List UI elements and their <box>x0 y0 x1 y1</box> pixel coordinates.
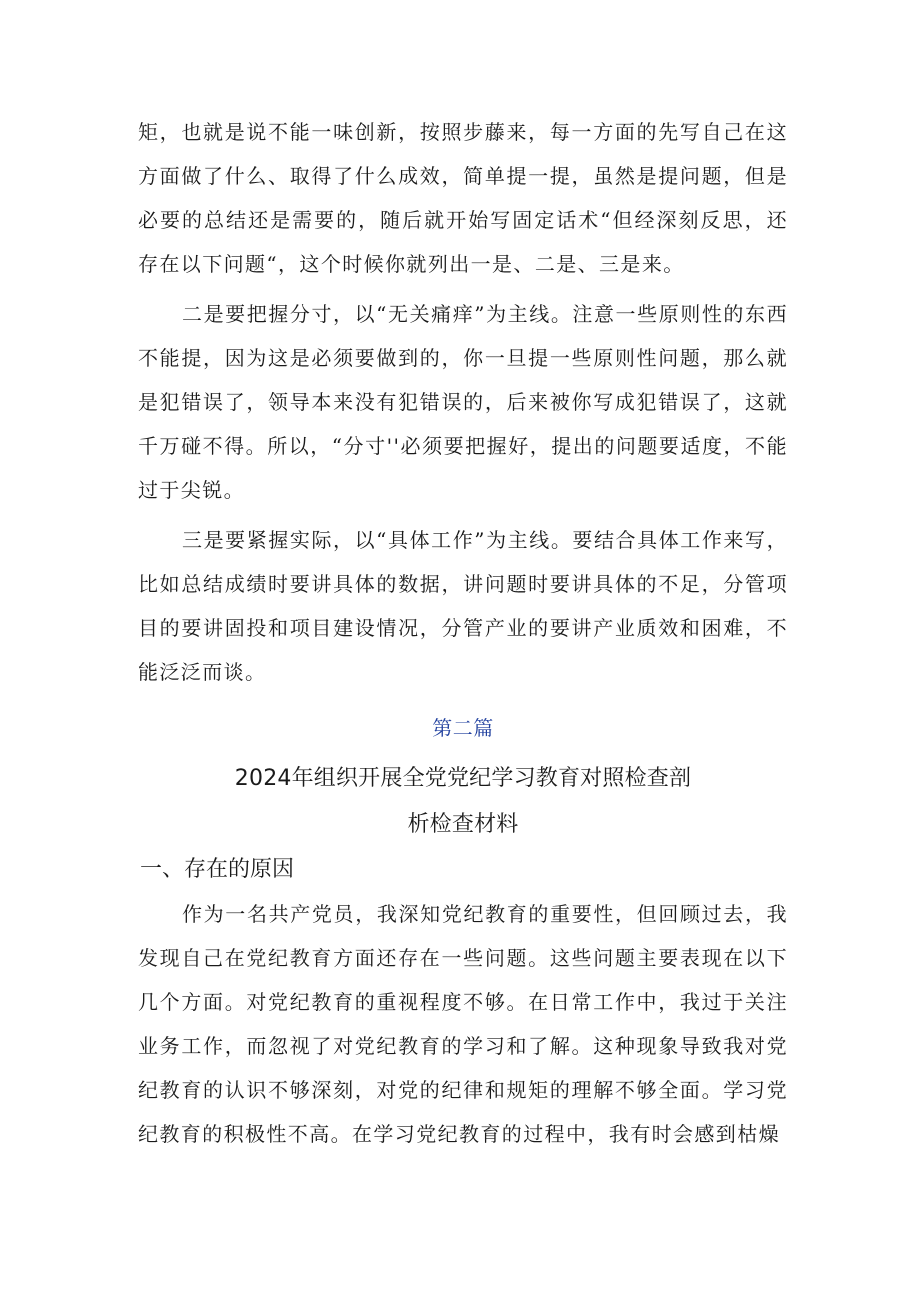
paragraph-point-three: 三是要紧握实际，以“具体工作”为主线。要结合具体工作来写，比如总结成绩时要讲具体的数据，讲问题时要讲具体的不足，分管项目的要讲固投和项目建设情况，分管产业的要讲产业质效和困难，不能泛泛而谈。 <box>138 528 788 684</box>
paragraph-body: 作为一名共产党员，我深知党纪教育的重要性，但回顾过去，我发现自己在党纪教育方面还存在一些问题。这些问题主要表现在以下几个方面。对党纪教育的重视程度不够。在日常工作中，我过于关注业务工作，而忽视了对党纪教育的学习和了解。这种现象导致我对党纪教育的认识不够深刻，对党的纪律和规矩的理解不够全面。学习党纪教育的积极性不高。在学习党纪教育的过程中，我有时会感到枯燥 <box>138 902 788 1146</box>
paragraph-continuation: 矩，也就是说不能一味创新，按照步藤来，每一方面的先写自己在这方面做了什么、取得了什么成效，简单提一提，虽然是提问题，但是必要的总结还是需要的，随后就开始写固定话术“但经深刻反思，还存在以下问题“，这个时候你就列出一是、二是、三是来。 <box>138 120 788 276</box>
document-title-line-2: 析检查材料 <box>407 812 519 837</box>
paragraph-point-two: 二是要把握分寸，以“无关痛痒”为主线。注意一些原则性的东西不能提，因为这是必须要做到的，你一旦提一些原则性问题，那么就是犯错误了，领导本来没有犯错误的，后来被你写成犯错误了，这就千万碰不得。所以，“分寸''必须要把握好，提出的问题要适度，不能过于尖锐。 <box>138 302 788 502</box>
subheading-causes: 一、存在的原因 <box>140 857 295 882</box>
section-label: 第二篇 <box>432 716 494 740</box>
document-title-line-1: 2024年组织开展全党党纪学习教育对照检查剖 <box>234 766 692 791</box>
document-title <box>138 756 788 848</box>
document-content <box>138 110 788 1156</box>
